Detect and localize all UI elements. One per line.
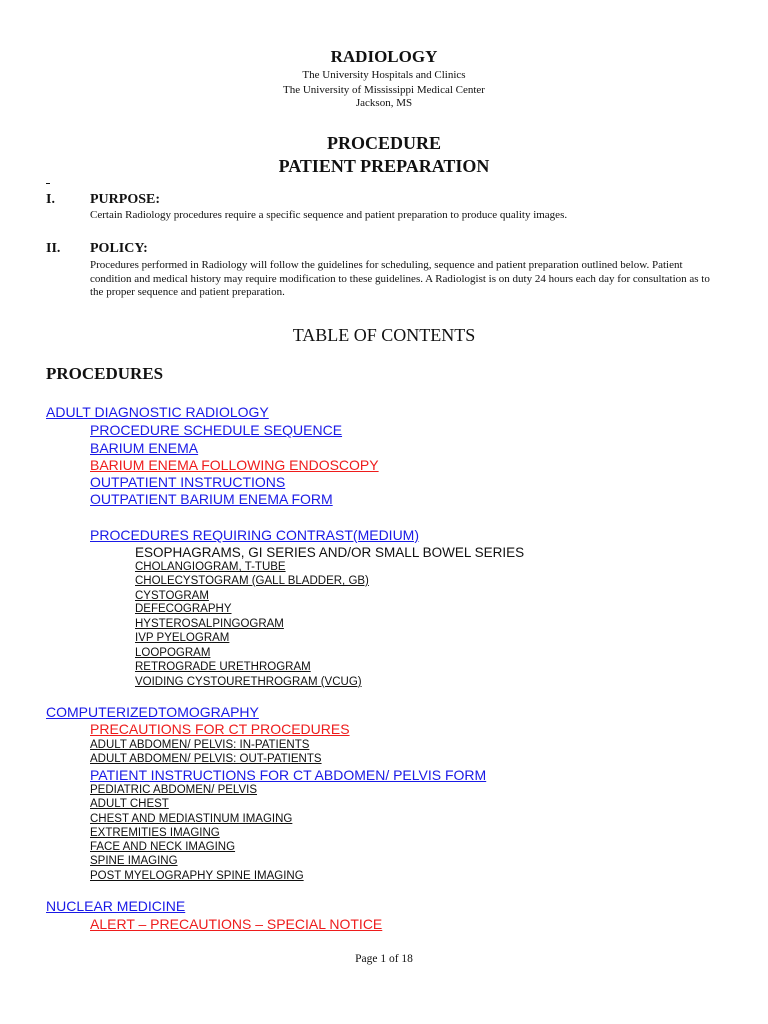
link-outpatient-barium-enema-form[interactable]: OUTPATIENT BARIUM ENEMA FORM bbox=[90, 491, 333, 507]
section-body-purpose: Certain Radiology procedures require a specific sequence and patient preparation to produce quality images. bbox=[90, 209, 568, 221]
procedures-heading: PROCEDURES bbox=[46, 364, 164, 383]
toc-title: TABLE OF CONTENTS bbox=[292, 325, 476, 345]
link-voiding-cystourethrogram[interactable]: VOIDING CYSTOURETHROGRAM (VCUG) bbox=[135, 676, 362, 688]
patient-preparation-heading: PATIENT PREPARATION bbox=[278, 156, 490, 176]
link-cholangiogram[interactable]: CHOLANGIOGRAM, T-TUBE bbox=[135, 561, 286, 573]
link-barium-enema[interactable]: BARIUM ENEMA bbox=[90, 440, 199, 456]
link-procedure-schedule-sequence[interactable]: PROCEDURE SCHEDULE SEQUENCE bbox=[90, 422, 343, 438]
link-pediatric-abdomen-pelvis[interactable]: PEDIATRIC ABDOMEN/ PELVIS bbox=[90, 784, 258, 796]
link-cystogram[interactable]: CYSTOGRAM bbox=[135, 590, 209, 602]
institution-location: Jackson, MS bbox=[355, 97, 413, 109]
link-hysterosalpingogram[interactable]: HYSTEROSALPINGOGRAM bbox=[135, 618, 284, 630]
link-precautions-ct-procedures[interactable]: PRECAUTIONS FOR CT PROCEDURES bbox=[90, 721, 350, 737]
institution-line-2: The University of Mississippi Medical Center bbox=[283, 84, 485, 96]
link-adult-abdomen-in-patients[interactable]: ADULT ABDOMEN/ PELVIS: IN-PATIENTS bbox=[90, 739, 310, 751]
section-number-policy: II. bbox=[46, 241, 61, 256]
link-spine-imaging[interactable]: SPINE IMAGING bbox=[90, 855, 178, 867]
link-face-neck-imaging[interactable]: FACE AND NECK IMAGING bbox=[90, 841, 236, 853]
link-ivp-pyelogram[interactable]: IVP PYELOGRAM bbox=[135, 632, 230, 644]
link-barium-enema-following-endoscopy[interactable]: BARIUM ENEMA FOLLOWING ENDOSCOPY bbox=[90, 457, 379, 473]
link-computerized-tomography[interactable]: COMPUTERIZEDTOMOGRAPHY bbox=[46, 704, 259, 720]
link-adult-diagnostic-radiology[interactable]: ADULT DIAGNOSTIC RADIOLOGY bbox=[46, 404, 269, 420]
link-chest-mediastinum-imaging[interactable]: CHEST AND MEDIASTINUM IMAGING bbox=[90, 813, 293, 825]
link-procedures-requiring-contrast[interactable]: PROCEDURES REQUIRING CONTRAST(MEDIUM) bbox=[90, 527, 420, 543]
link-ct-abdomen-pelvis-form[interactable]: PATIENT INSTRUCTIONS FOR CT ABDOMEN/ PELVIS FORM bbox=[90, 767, 487, 783]
link-extremities-imaging[interactable]: EXTREMITIES IMAGING bbox=[90, 827, 220, 839]
link-outpatient-instructions[interactable]: OUTPATIENT INSTRUCTIONS bbox=[90, 474, 286, 490]
page-number: Page 1 of 18 bbox=[355, 953, 413, 965]
esophagrams-label: ESOPHAGRAMS, GI SERIES AND/OR SMALL BOWEL SERIES bbox=[135, 545, 525, 560]
section-body-policy: Procedures performed in Radiology will follow the guidelines for scheduling, sequence and patient preparation outlined below. Patient condition and medical history may require modification to these guidelines. A Radiologist is on duty 24 hours each day for consultation as to the proper sequence and patient preparation. bbox=[90, 259, 710, 298]
link-nuclear-medicine[interactable]: NUCLEAR MEDICINE bbox=[46, 898, 186, 914]
institution-line-1: The University Hospitals and Clinics bbox=[302, 69, 466, 81]
link-defecography[interactable]: DEFECOGRAPHY bbox=[135, 603, 232, 615]
link-loopogram[interactable]: LOOPOGRAM bbox=[135, 647, 211, 659]
section-number-purpose: I. bbox=[46, 192, 55, 207]
document-title: RADIOLOGY bbox=[330, 47, 438, 66]
section-heading-policy: POLICY: bbox=[90, 241, 148, 256]
link-cholecystogram[interactable]: CHOLECYSTOGRAM (GALL BLADDER, GB) bbox=[135, 575, 369, 587]
link-adult-abdomen-out-patients[interactable]: ADULT ABDOMEN/ PELVIS: OUT-PATIENTS bbox=[90, 753, 322, 765]
link-post-myelography-spine-imaging[interactable]: POST MYELOGRAPHY SPINE IMAGING bbox=[90, 870, 304, 882]
small-mark bbox=[46, 183, 50, 184]
link-adult-chest[interactable]: ADULT CHEST bbox=[90, 798, 169, 810]
link-retrograde-urethrogram[interactable]: RETROGRADE URETHROGRAM bbox=[135, 661, 311, 673]
link-alert-precautions-special-notice[interactable]: ALERT – PRECAUTIONS – SPECIAL NOTICE bbox=[90, 916, 383, 932]
section-heading-purpose: PURPOSE: bbox=[90, 192, 160, 207]
procedure-heading: PROCEDURE bbox=[326, 133, 441, 153]
